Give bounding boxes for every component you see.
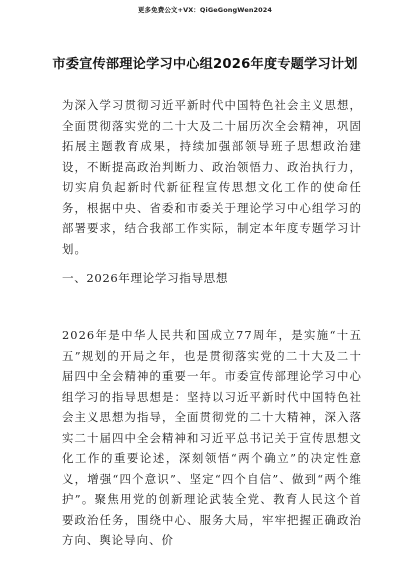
header-watermark: 更多免费公文+VX：QiGeGongWen2024 (137, 6, 273, 14)
intro-paragraph: 为深入学习贯彻习近平新时代中国特色社会主义思想，全面贯彻落实党的二十大及二十届历次全会精神，巩固拓展主题教育成果，持续加强部领导班子思想政治建设，不断提高政治判断力、政治领悟力、政治执行力，切实肩负起新时代新征程宣传思想文化工作的使命任务，根据中央、省委和市委关于理论学习中心组学习的部署要求，结合我部工作实际，制定本年度专题学习计划。 (62, 98, 362, 256)
section-heading: 一、2026年理论学习指导思想 (62, 271, 229, 285)
guiding-thought-paragraph: 2026年是中华人民共和国成立77周年，是实施“十五五”规划的开局之年，也是贯彻落实党的二十大及二十届四中全会精神的重要一年。市委宣传部理论学习中心组学习的指导思想是：坚持以习近平新时代中国特色社会主义思想为指导，全面贯彻党的二十大精神，深入落实二十届四中全会精神和习近平总书记关于宣传思想文化工作的重要论述，深刻领悟“两个确立”的决定性意义，增强“四个意识”、坚定“四个自信”、做到“两个维护”。聚焦用党的创新理论武装全党、教育人民这个首要政治任务，围绕中心、服务大局，牢牢把握正确政治方向、舆论导向、价 (62, 328, 362, 547)
document-title: 市委宣传部理论学习中心组2026年度专题学习计划 (52, 57, 358, 72)
